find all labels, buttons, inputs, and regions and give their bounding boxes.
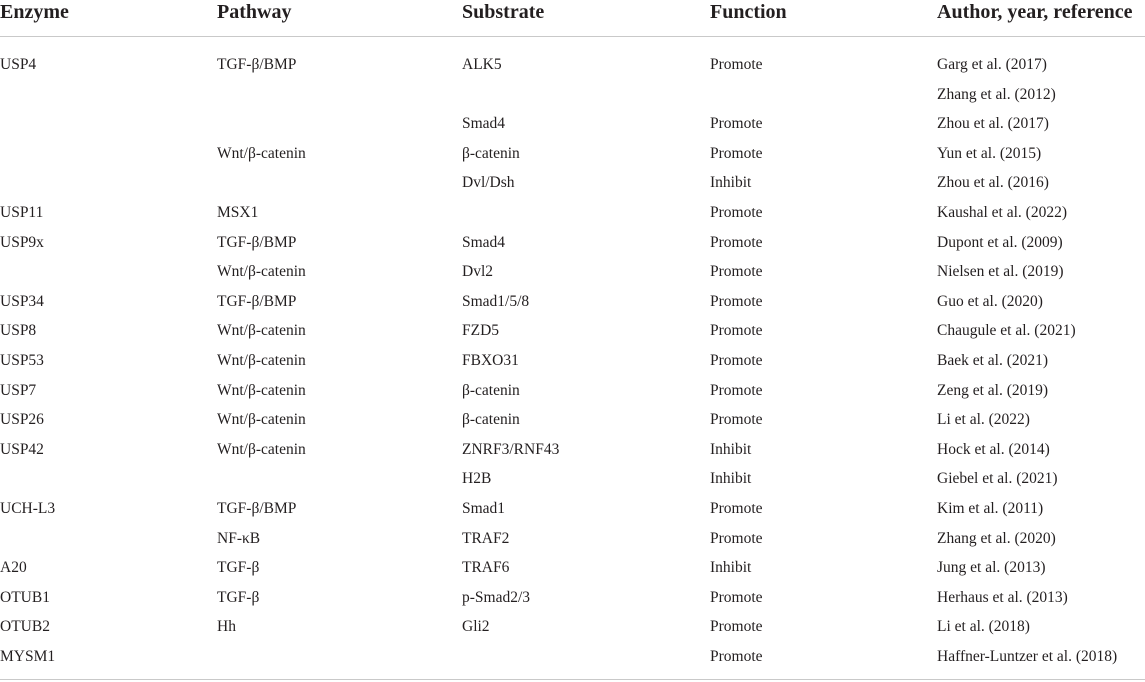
cell-function: Promote bbox=[710, 618, 763, 636]
cell-substrate: TRAF6 bbox=[462, 559, 510, 577]
cell-function: Promote bbox=[710, 499, 763, 517]
cell-reference: Herhaus et al. (2013) bbox=[937, 588, 1068, 606]
cell-function: Inhibit bbox=[710, 440, 752, 458]
table-row bbox=[0, 642, 1145, 672]
cell-reference: Zhou et al. (2017) bbox=[937, 115, 1049, 133]
cell-substrate: Dvl/Dsh bbox=[462, 174, 515, 192]
cell-reference: Guo et al. (2020) bbox=[937, 292, 1043, 310]
table-row bbox=[0, 405, 1145, 435]
cell-enzyme: USP9x bbox=[0, 233, 44, 251]
table-row bbox=[0, 80, 1145, 110]
cell-reference: Zhou et al. (2016) bbox=[937, 174, 1049, 192]
cell-pathway: TGF-β/BMP bbox=[217, 499, 297, 517]
column-header-function: Function bbox=[710, 1, 787, 23]
column-header-substrate: Substrate bbox=[462, 1, 545, 23]
cell-pathway: Hh bbox=[217, 618, 236, 636]
cell-reference: Giebel et al. (2021) bbox=[937, 470, 1058, 488]
cell-enzyme: USP8 bbox=[0, 322, 37, 340]
table-row bbox=[0, 50, 1145, 80]
table-row bbox=[0, 524, 1145, 554]
cell-function: Promote bbox=[710, 144, 763, 162]
cell-reference: Dupont et al. (2009) bbox=[937, 233, 1063, 251]
cell-substrate: Dvl2 bbox=[462, 263, 493, 281]
table-row bbox=[0, 168, 1145, 198]
table-row bbox=[0, 287, 1145, 317]
cell-reference: Garg et al. (2017) bbox=[937, 56, 1047, 73]
cell-enzyme: OTUB1 bbox=[0, 588, 50, 606]
cell-substrate: ZNRF3/RNF43 bbox=[462, 440, 560, 458]
cell-function: Promote bbox=[710, 381, 763, 399]
cell-reference: Zhang et al. (2012) bbox=[937, 85, 1056, 103]
cell-function: Inhibit bbox=[710, 470, 752, 488]
cell-substrate: Smad1 bbox=[462, 499, 506, 517]
cell-enzyme: USP42 bbox=[0, 440, 44, 458]
cell-enzyme: UCH-L3 bbox=[0, 499, 56, 517]
table-row bbox=[0, 464, 1145, 494]
cell-reference: Kim et al. (2011) bbox=[937, 499, 1044, 517]
cell-enzyme: USP53 bbox=[0, 351, 44, 369]
cell-function: Promote bbox=[710, 588, 763, 606]
cell-enzyme: OTUB2 bbox=[0, 618, 50, 636]
cell-substrate: β-catenin bbox=[462, 144, 520, 162]
cell-pathway: MSX1 bbox=[217, 203, 259, 221]
column-header-pathway: Pathway bbox=[217, 1, 292, 23]
cell-reference: Nielsen et al. (2019) bbox=[937, 263, 1064, 281]
cell-function: Promote bbox=[710, 292, 763, 310]
cell-substrate: Smad1/5/8 bbox=[462, 292, 530, 310]
cell-substrate: FZD5 bbox=[462, 322, 500, 340]
cell-enzyme: USP4 bbox=[0, 56, 37, 73]
cell-pathway: Wnt/β-catenin bbox=[217, 351, 306, 369]
column-header-reference: Author, year, reference bbox=[937, 1, 1133, 23]
cell-function: Promote bbox=[710, 647, 763, 665]
cell-function: Promote bbox=[710, 351, 763, 369]
cell-substrate: Smad4 bbox=[462, 233, 506, 251]
cell-function: Promote bbox=[710, 529, 763, 547]
cell-function: Promote bbox=[710, 411, 763, 429]
cell-pathway: Wnt/β-catenin bbox=[217, 144, 306, 162]
table-row bbox=[0, 346, 1145, 376]
cell-pathway: Wnt/β-catenin bbox=[217, 411, 306, 429]
cell-function: Promote bbox=[710, 263, 763, 281]
table-row bbox=[0, 257, 1145, 287]
table-row bbox=[0, 612, 1145, 642]
cell-function: Promote bbox=[710, 115, 763, 133]
table-bottom-rule bbox=[0, 679, 1145, 680]
table-body bbox=[0, 50, 1145, 671]
table-row bbox=[0, 316, 1145, 346]
table-row bbox=[0, 553, 1145, 583]
column-header-enzyme: Enzyme bbox=[0, 1, 69, 23]
cell-substrate: H2B bbox=[462, 470, 492, 488]
cell-reference: Zhang et al. (2020) bbox=[937, 529, 1056, 547]
table-row bbox=[0, 376, 1145, 406]
cell-enzyme: USP7 bbox=[0, 381, 37, 399]
cell-pathway: TGF-β/BMP bbox=[217, 292, 297, 310]
cell-enzyme: USP34 bbox=[0, 292, 44, 310]
cell-reference: Zeng et al. (2019) bbox=[937, 381, 1049, 399]
table-row bbox=[0, 228, 1145, 258]
cell-function: Inhibit bbox=[710, 559, 752, 577]
cell-reference: Li et al. (2022) bbox=[937, 411, 1030, 429]
cell-reference: Haffner-Luntzer et al. (2018) bbox=[937, 647, 1118, 665]
cell-substrate: ALK5 bbox=[462, 56, 502, 73]
cell-pathway: TGF-β bbox=[217, 588, 260, 606]
cell-function: Inhibit bbox=[710, 174, 752, 192]
cell-enzyme: USP26 bbox=[0, 411, 44, 429]
cell-function: Promote bbox=[710, 56, 763, 73]
table-row bbox=[0, 494, 1145, 524]
cell-reference: Hock et al. (2014) bbox=[937, 440, 1050, 458]
cell-substrate: β-catenin bbox=[462, 381, 520, 399]
cell-reference: Kaushal et al. (2022) bbox=[937, 203, 1067, 221]
table-row bbox=[0, 109, 1145, 139]
cell-substrate: Gli2 bbox=[462, 618, 490, 636]
cell-pathway: Wnt/β-catenin bbox=[217, 263, 306, 281]
cell-reference: Li et al. (2018) bbox=[937, 618, 1030, 636]
cell-pathway: NF-κB bbox=[217, 529, 261, 547]
table-header bbox=[0, 0, 1145, 37]
cell-enzyme: MYSM1 bbox=[0, 647, 56, 665]
cell-pathway: TGF-β/BMP bbox=[217, 233, 297, 251]
cell-substrate: TRAF2 bbox=[462, 529, 510, 547]
cell-reference: Jung et al. (2013) bbox=[937, 559, 1046, 577]
table-row bbox=[0, 139, 1145, 169]
cell-enzyme: A20 bbox=[0, 559, 27, 577]
cell-reference: Baek et al. (2021) bbox=[937, 351, 1049, 369]
cell-substrate: β-catenin bbox=[462, 411, 520, 429]
cell-enzyme: USP11 bbox=[0, 203, 44, 221]
cell-pathway: TGF-β bbox=[217, 559, 260, 577]
cell-pathway: Wnt/β-catenin bbox=[217, 440, 306, 458]
cell-reference: Yun et al. (2015) bbox=[937, 144, 1042, 162]
cell-function: Promote bbox=[710, 322, 763, 340]
cell-reference: Chaugule et al. (2021) bbox=[937, 322, 1076, 340]
cell-function: Promote bbox=[710, 233, 763, 251]
table-row bbox=[0, 198, 1145, 228]
cell-function: Promote bbox=[710, 203, 763, 221]
cell-pathway: Wnt/β-catenin bbox=[217, 322, 306, 340]
cell-pathway: Wnt/β-catenin bbox=[217, 381, 306, 399]
table-row bbox=[0, 583, 1145, 613]
cell-substrate: p-Smad2/3 bbox=[462, 588, 531, 606]
cell-substrate: FBXO31 bbox=[462, 351, 519, 369]
table-row bbox=[0, 435, 1145, 465]
cell-substrate: Smad4 bbox=[462, 115, 506, 133]
cell-pathway: TGF-β/BMP bbox=[217, 56, 297, 73]
